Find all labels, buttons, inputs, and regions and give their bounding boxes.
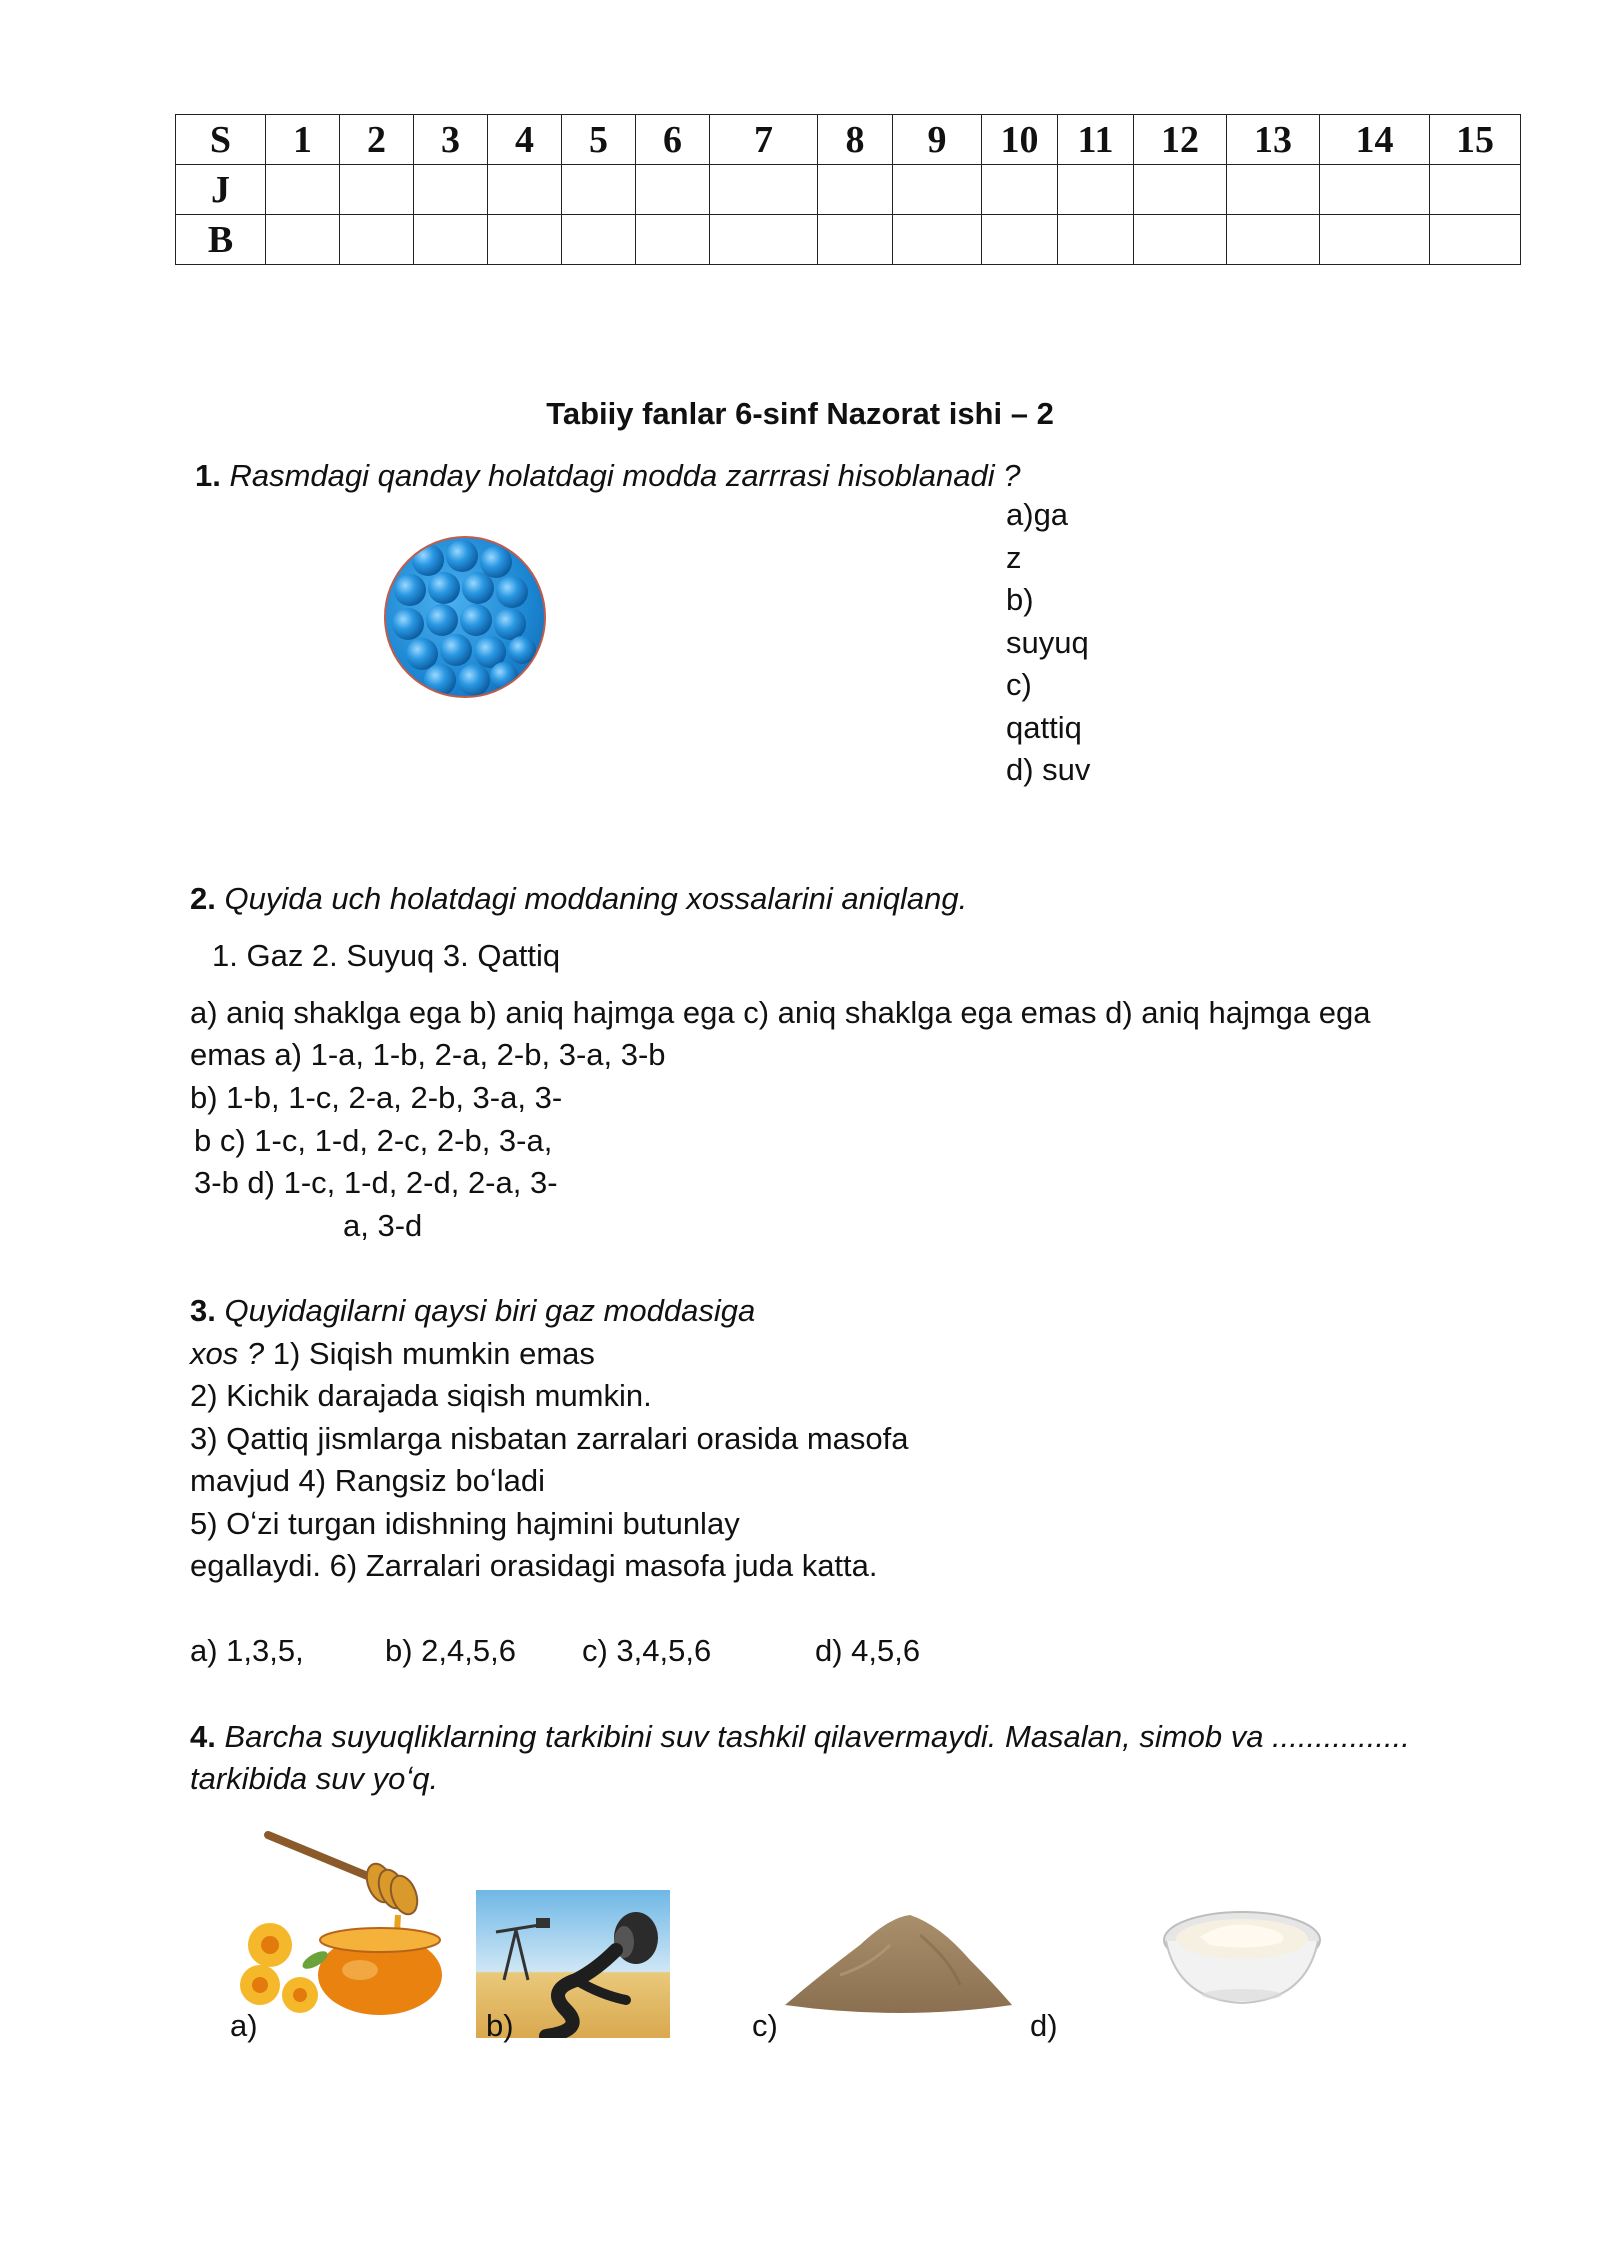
grid-header-row	[176, 115, 1521, 165]
question-text: Quyida uch holatdagi moddaning xossalarini aniqlang.	[224, 881, 968, 916]
grid-cell[interactable]	[1058, 215, 1134, 265]
q4-option-b[interactable]: b)	[486, 2008, 514, 2043]
question-text: Barcha suyuqliklarning tarkibini suv tashkil qilavermaydi. Masalan, simob va ................	[224, 1719, 1410, 1754]
grid-number: 11	[1058, 115, 1134, 165]
question-3	[190, 1290, 755, 1332]
grid-cell[interactable]	[1227, 165, 1320, 215]
grid-number: 3	[414, 115, 488, 165]
grid-number: 5	[562, 115, 636, 165]
grid-number: 9	[893, 115, 982, 165]
q2-line: 3-b d) 1-c, 1-d, 2-d, 2-a, 3-	[194, 1165, 558, 1200]
q1-option-line[interactable]: a)ga	[1006, 497, 1069, 532]
page-title: Tabiiy fanlar 6-sinf Nazorat ishi – 2	[546, 396, 1054, 431]
grid-cell[interactable]	[1430, 215, 1521, 265]
grid-header-label: S	[176, 115, 266, 165]
grid-cell[interactable]	[488, 215, 562, 265]
question-text: xos ?	[190, 1336, 265, 1371]
grid-number: 2	[340, 115, 414, 165]
grid-cell[interactable]	[414, 215, 488, 265]
sand-pile-image	[780, 1905, 1015, 2020]
question-number: 3.	[190, 1293, 216, 1328]
grid-row-label: J	[176, 165, 266, 215]
q3-statement: 2) Kichik darajada siqish mumkin.	[190, 1378, 652, 1413]
q1-option-line[interactable]: b)	[1006, 582, 1034, 617]
question-2	[190, 878, 967, 920]
q2-items: 1. Gaz 2. Suyuq 3. Qattiq	[212, 938, 561, 973]
grid-number: 15	[1430, 115, 1521, 165]
grid-number: 6	[636, 115, 710, 165]
q3-statement: 5) Oʻzi turgan idishning hajmini butunlay	[190, 1506, 740, 1541]
grid-cell[interactable]	[636, 215, 710, 265]
grid-cell[interactable]	[562, 215, 636, 265]
grid-cell[interactable]	[710, 215, 818, 265]
q2-line: emas a) 1-a, 1-b, 2-a, 2-b, 3-a, 3-b	[190, 1037, 666, 1072]
q2-line: b) 1-b, 1-c, 2-a, 2-b, 3-a, 3-	[190, 1080, 563, 1115]
q3-statement: 1) Siqish mumkin emas	[264, 1336, 595, 1371]
q3-statement: mavjud 4) Rangsiz boʻladi	[190, 1463, 545, 1498]
honey-jar-image	[230, 1825, 445, 2015]
cream-bowl-image	[1160, 1895, 1325, 2010]
grid-number: 1	[266, 115, 340, 165]
grid-number: 13	[1227, 115, 1320, 165]
grid-number: 12	[1134, 115, 1227, 165]
question-text: tarkibida suv yoʻq.	[190, 1761, 439, 1796]
grid-row-b	[176, 215, 1521, 265]
question-text: Quyidagilarni qaysi biri gaz moddasiga	[224, 1293, 756, 1328]
grid-number: 4	[488, 115, 562, 165]
question-1	[195, 455, 1020, 497]
grid-cell[interactable]	[488, 165, 562, 215]
grid-cell[interactable]	[982, 165, 1058, 215]
grid-cell[interactable]	[818, 215, 893, 265]
question-text: Rasmdagi qanday holatdagi modda zarrrasi hisoblanadi ?	[229, 458, 1021, 493]
q4-option-d[interactable]: d)	[1030, 2008, 1058, 2043]
answer-grid	[175, 114, 1521, 265]
q3-statement: 3) Qattiq jismlarga nisbatan zarralari orasida masofa	[190, 1421, 909, 1456]
question-number: 1.	[195, 458, 221, 493]
grid-cell[interactable]	[710, 165, 818, 215]
grid-cell[interactable]	[636, 165, 710, 215]
grid-number: 10	[982, 115, 1058, 165]
q1-option-line[interactable]: c)	[1006, 667, 1032, 702]
q4-option-c[interactable]: c)	[752, 2008, 778, 2043]
grid-cell[interactable]	[414, 165, 488, 215]
q1-option-line: suyuq	[1006, 624, 1089, 660]
q2-line: a, 3-d	[343, 1208, 423, 1243]
q2-line: a) aniq shaklga ega b) aniq hajmga ega c) aniq shaklga ega emas d) aniq hajmga ega	[190, 995, 1371, 1030]
grid-cell[interactable]	[266, 215, 340, 265]
q1-option-line[interactable]: d) suv	[1006, 752, 1091, 787]
q3-answer-b[interactable]: b) 2,4,5,6	[385, 1633, 516, 1668]
grid-row-label: B	[176, 215, 266, 265]
q1-option-line: qattiq	[1006, 709, 1082, 745]
grid-cell[interactable]	[982, 215, 1058, 265]
grid-cell[interactable]	[1134, 165, 1227, 215]
grid-cell[interactable]	[1134, 215, 1227, 265]
q4-option-a[interactable]: a)	[230, 2008, 258, 2043]
question-number: 4.	[190, 1719, 216, 1754]
particle-cluster-image	[384, 536, 546, 698]
q3-answer-d[interactable]: d) 4,5,6	[815, 1633, 921, 1668]
grid-cell[interactable]	[1058, 165, 1134, 215]
q3-line	[190, 1333, 595, 1375]
grid-cell[interactable]	[562, 165, 636, 215]
grid-cell[interactable]	[1227, 215, 1320, 265]
grid-cell[interactable]	[893, 215, 982, 265]
q1-option-line: z	[1006, 539, 1022, 575]
q2-line: b c) 1-c, 1-d, 2-c, 2-b, 3-a,	[194, 1123, 553, 1158]
q3-answer-c[interactable]: c) 3,4,5,6	[582, 1633, 712, 1668]
grid-cell[interactable]	[1320, 165, 1430, 215]
particle-balls	[386, 538, 544, 696]
grid-number: 8	[818, 115, 893, 165]
grid-cell[interactable]	[340, 215, 414, 265]
q3-answer-a[interactable]: a) 1,3,5,	[190, 1633, 304, 1668]
grid-cell[interactable]	[340, 165, 414, 215]
question-4	[190, 1716, 1410, 1758]
q3-statement: egallaydi. 6) Zarralari orasidagi masofa juda katta.	[190, 1548, 878, 1583]
grid-cell[interactable]	[818, 165, 893, 215]
q1-options	[1006, 494, 1090, 792]
grid-cell[interactable]	[893, 165, 982, 215]
grid-row-j	[176, 165, 1521, 215]
grid-number: 7	[710, 115, 818, 165]
grid-cell[interactable]	[1430, 165, 1521, 215]
grid-cell[interactable]	[1320, 215, 1430, 265]
grid-cell[interactable]	[266, 165, 340, 215]
question-number: 2.	[190, 881, 216, 916]
grid-number: 14	[1320, 115, 1430, 165]
